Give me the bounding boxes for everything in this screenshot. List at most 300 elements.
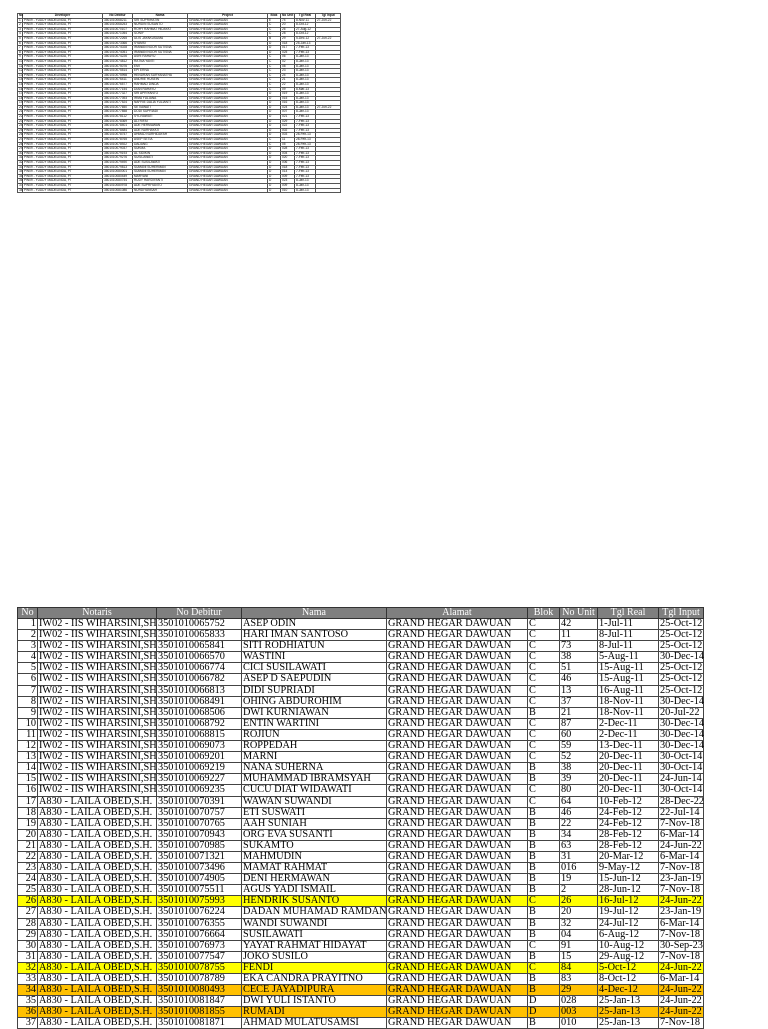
cell-alamat[interactable]: GRAND HEGAR DAWUAN [387, 685, 528, 696]
cell-blok[interactable]: B [528, 851, 560, 862]
cell-tgl-input[interactable]: 24-Jun-22 [660, 839, 702, 851]
cell-nama[interactable]: DADAN MUHAMAD RAMDAN [243, 906, 387, 918]
cell-notaris[interactable]: A830 - LAILA OBED,S.H. [38, 929, 157, 940]
cell-no[interactable]: 17 [18, 796, 38, 807]
cell-no-unit[interactable]: 60 [560, 729, 598, 740]
cell-no[interactable]: 20 [18, 829, 38, 840]
cell-notaris[interactable]: A830 - LAILA OBED,S.H. [38, 807, 157, 818]
cell-tgl-input[interactable]: 24-Jun-22 [660, 895, 702, 907]
cell-tgl-input[interactable]: 7-Nov-18 [659, 885, 704, 896]
cell-tgl-real[interactable]: 2-Dec-11 [598, 729, 659, 740]
cell-notaris[interactable]: IW02 - IIS WIHARSINI,SH [39, 728, 157, 740]
cell-notaris[interactable]: A830 - LAILA OBED,S.H. [38, 885, 157, 896]
cell-no-unit[interactable]: 29 [560, 985, 598, 996]
cell-notaris[interactable]: A830 - LAILA OBED,S.H. [38, 874, 157, 885]
table-row[interactable] [18, 962, 704, 973]
cell-tgl-real[interactable]: 8-Jul-11 [598, 641, 659, 652]
cell-no[interactable]: 28 [18, 918, 38, 929]
cell-no[interactable]: 14 [18, 763, 38, 774]
cell-alamat[interactable]: GRAND HEGAR DAWUAN [387, 763, 528, 774]
cell-no-debitur[interactable]: 3501010069073 [157, 741, 242, 752]
cell-no[interactable]: 12 [18, 741, 38, 752]
cell-notaris[interactable]: IW02 - IIS WIHARSINI,SH [39, 684, 157, 696]
cell-no-debitur[interactable]: 3501010081871 [157, 1018, 242, 1029]
cell-no[interactable]: 4 [18, 652, 38, 663]
cell-tgl-real[interactable]: 24-Feb-12 [598, 818, 659, 829]
table-row[interactable] [18, 1018, 704, 1029]
cell-tgl-real[interactable]: 28-Jun-12 [598, 885, 659, 896]
cell-tgl-real[interactable]: 28-Feb-12 [598, 829, 659, 840]
col-header-alamat[interactable]: Alamat [387, 608, 528, 619]
cell-blok[interactable]: C [528, 741, 560, 752]
col-header-no-unit[interactable]: No Unit [560, 608, 598, 619]
cell-tgl-input[interactable]: 20-Jul-22 [659, 707, 704, 718]
cell-alamat[interactable]: GRAND HEGAR DAWUAN [387, 840, 528, 851]
cell-nama[interactable]: ASEP ODIN [242, 619, 387, 630]
col-header-blok[interactable]: Blok [528, 608, 560, 619]
cell-tgl-real[interactable]: 6-Aug-12 [598, 929, 659, 940]
cell-alamat[interactable]: GRAND HEGAR DAWUAN [387, 707, 528, 718]
cell-nama[interactable]: WAWAN SUWANDI [242, 796, 387, 807]
cell-blok[interactable]: C [528, 785, 560, 796]
cell-nama[interactable]: MAHMUDIN [242, 851, 387, 862]
cell-notaris[interactable]: IW02 - IIS WIHARSINI,SH [39, 640, 157, 652]
cell-blok[interactable]: B [528, 863, 560, 874]
table-row[interactable] [18, 763, 704, 774]
cell-tgl-real[interactable]: 15-Jun-12 [598, 874, 659, 885]
cell-tgl-input[interactable]: 30-Dec-14 [660, 651, 705, 663]
cell-tgl-real[interactable]: 19-Jul-12 [598, 907, 659, 918]
cell-blok[interactable]: C [528, 630, 560, 641]
cell-nama[interactable]: SITI RODHIATUN [242, 641, 387, 652]
cell-tgl-real[interactable]: 10-Aug-12 [598, 940, 659, 951]
cell-no-unit[interactable]: 73 [560, 641, 598, 652]
cell-no-debitur[interactable]: 3501010076224 [157, 907, 242, 918]
cell-blok[interactable]: B [528, 885, 560, 896]
cell-notaris[interactable]: IW02 - IIS WIHARSINI,SH [39, 651, 157, 663]
cell-blok[interactable]: B [528, 985, 560, 996]
cell-tgl-real[interactable]: 16-Jul-12 [598, 896, 659, 907]
table-row[interactable] [18, 840, 704, 851]
cell-no[interactable]: 6 [18, 674, 38, 685]
cell-blok[interactable]: B [528, 818, 560, 829]
table-row[interactable] [18, 829, 704, 840]
cell-nama[interactable]: NANA SUHERNA [242, 763, 387, 774]
cell-no-debitur[interactable]: 3501010070391 [157, 796, 242, 807]
cell-nama[interactable]: CECE JAYADIPURA [242, 985, 387, 996]
cell-tgl-real[interactable]: 25-Jan-13 [598, 1007, 659, 1018]
cell-no-unit[interactable]: 52 [560, 752, 598, 763]
cell-blok[interactable]: B [528, 951, 560, 962]
cell-tgl-input[interactable]: 25-Oct-12 [660, 629, 703, 641]
cell-blok[interactable]: B [528, 840, 560, 851]
cell-tgl-input[interactable]: 25-Oct-12 [660, 618, 703, 629]
table-row[interactable] [18, 1007, 704, 1018]
cell-no-unit[interactable]: 51 [560, 663, 598, 674]
cell-no-unit[interactable]: 84 [560, 962, 598, 973]
cell-no[interactable]: 35 [18, 996, 38, 1007]
cell-no-unit[interactable]: 38 [560, 652, 598, 663]
cell-nama[interactable]: WANDI SUWANDI [242, 918, 387, 929]
cell-tgl-input[interactable]: 25-Oct-12 [660, 640, 703, 652]
cell-no-unit[interactable]: 22 [560, 818, 598, 829]
cell-no[interactable]: 30 [18, 940, 38, 951]
cell-blok[interactable]: B [528, 707, 560, 718]
table-row[interactable] [18, 718, 704, 729]
cell-no-unit[interactable]: 15 [560, 951, 598, 962]
cell-blok[interactable]: C [528, 796, 560, 807]
cell-alamat[interactable]: GRAND HEGAR DAWUAN [387, 696, 528, 707]
cell-tgl-input[interactable]: 24-Jun-22 [660, 995, 702, 1007]
cell-no-unit[interactable]: 31 [560, 851, 598, 862]
cell-no[interactable]: 23 [18, 863, 38, 874]
cell-nama[interactable]: HARI IMAN SANTOSO [242, 630, 387, 641]
cell-nama[interactable]: SUSILAWATI [242, 929, 387, 940]
cell-no-debitur[interactable]: 3501010074905 [157, 874, 242, 885]
cell-notaris[interactable]: A830 - LAILA OBED,S.H. [38, 974, 157, 985]
cell-blok[interactable]: C [528, 619, 560, 630]
cell-alamat[interactable]: GRAND HEGAR DAWUAN [387, 630, 528, 641]
cell-no-unit[interactable]: 13 [560, 685, 598, 696]
cell-alamat[interactable]: GRAND HEGAR DAWUAN [387, 741, 528, 752]
cell-notaris[interactable]: A830 - LAILA OBED,S.H. [38, 907, 157, 918]
cell-tgl-input[interactable]: 6-Mar-14 [659, 918, 704, 929]
cell-tgl-real[interactable]: 8-Jul-11 [598, 630, 659, 641]
cell-no-unit[interactable]: 32 [560, 918, 598, 929]
cell-notaris[interactable]: IW02 - IIS WIHARSINI,SH [39, 762, 157, 774]
cell-no-unit[interactable]: 37 [560, 696, 598, 707]
cell-no-unit[interactable]: 016 [560, 863, 598, 874]
cell-tgl-real[interactable]: 4-Dec-12 [598, 985, 659, 996]
table-row[interactable] [18, 674, 704, 685]
cell-nama[interactable]: AGUS YADI ISMAIL [242, 885, 387, 896]
cell-tgl-input[interactable]: 25-Oct-12 [660, 662, 703, 674]
cell-no-debitur[interactable]: 3501010075993 [157, 896, 242, 907]
table-row[interactable] [18, 996, 704, 1007]
cell-alamat[interactable]: GRAND HEGAR DAWUAN [387, 918, 528, 929]
cell-no-debitur[interactable]: 3501010069235 [157, 785, 242, 796]
cell-no-unit[interactable]: 39 [560, 774, 598, 785]
cell-no-debitur[interactable]: 3501010081855 [157, 1007, 242, 1018]
cell-notaris[interactable]: A830 - LAILA OBED,S.H. [38, 896, 157, 907]
cell-tgl-input[interactable]: 30-Sep-23 [660, 939, 703, 951]
cell-no-debitur[interactable]: 3501010076664 [157, 929, 242, 940]
cell-no-unit[interactable]: 63 [560, 840, 598, 851]
table-row[interactable] [18, 619, 704, 630]
cell-no-unit[interactable]: 2 [560, 885, 598, 896]
cell-notaris[interactable]: A830 - LAILA OBED,S.H. [38, 840, 157, 851]
table-row[interactable] [18, 985, 704, 996]
cell-alamat[interactable]: GRAND HEGAR DAWUAN [387, 652, 528, 663]
cell-alamat[interactable]: GRAND HEGAR DAWUAN [387, 1018, 528, 1029]
cell-no[interactable]: 27 [18, 907, 38, 918]
cell-tgl-real[interactable]: 24-Feb-12 [598, 807, 659, 818]
cell-tgl-input[interactable]: 6-Mar-14 [659, 974, 704, 985]
cell-no-debitur[interactable]: 3501010066570 [157, 652, 242, 663]
cell-notaris[interactable]: A830 - LAILA OBED,S.H. [38, 796, 157, 807]
cell-nama[interactable]: DWI YULI ISTANTO [242, 996, 387, 1007]
cell-nama[interactable]: FENDI [242, 962, 387, 973]
cell-no[interactable]: 24 [18, 874, 38, 885]
cell-no[interactable]: 32 [18, 962, 38, 973]
cell-no-debitur[interactable]: 3501010069219 [157, 763, 242, 774]
col-header-tgl-real[interactable]: Tgl Real [598, 608, 659, 619]
cell-nama[interactable]: CUCU DIAT WIDAWATI [242, 785, 387, 796]
col-header-nama[interactable]: Nama [242, 608, 387, 619]
cell-alamat[interactable]: GRAND HEGAR DAWUAN [387, 874, 528, 885]
cell-no-debitur[interactable]: 3501010073496 [157, 863, 242, 874]
cell-tgl-real[interactable]: 20-Mar-12 [598, 851, 659, 862]
cell-alamat[interactable]: GRAND HEGAR DAWUAN [387, 929, 528, 940]
cell-tgl-real[interactable]: 28-Feb-12 [598, 840, 659, 851]
cell-alamat[interactable]: GRAND HEGAR DAWUAN [387, 985, 528, 996]
cell-nama[interactable]: SUKAMTO [242, 840, 387, 851]
cell-notaris[interactable]: IW02 - IIS WIHARSINI,SH [39, 673, 157, 685]
cell-nama[interactable]: OHING ABDUROHIM [242, 696, 387, 707]
cell-no-unit[interactable]: 21 [560, 707, 598, 718]
cell-notaris[interactable]: A830 - LAILA OBED,S.H. [38, 863, 157, 874]
cell-no-debitur[interactable]: 3501010068815 [157, 729, 242, 740]
cell-no-unit[interactable]: 20 [560, 907, 598, 918]
cell-notaris[interactable]: A830 - LAILA OBED,S.H. [38, 1018, 157, 1029]
cell-no-debitur[interactable]: 3501010068792 [157, 718, 242, 729]
cell-blok[interactable]: C [528, 718, 560, 729]
cell-alamat[interactable]: GRAND HEGAR DAWUAN [387, 818, 528, 829]
cell-alamat[interactable]: GRAND HEGAR DAWUAN [387, 885, 528, 896]
cell-no-debitur[interactable]: 3501010066774 [157, 663, 242, 674]
cell-notaris[interactable]: A830 - LAILA OBED,S.H. [38, 996, 157, 1007]
cell-blok[interactable]: B [528, 874, 560, 885]
cell-alamat[interactable]: GRAND HEGAR DAWUAN [387, 718, 528, 729]
cell-no-unit[interactable]: 80 [560, 785, 598, 796]
cell-nama[interactable]: ETI SUSWATI [242, 807, 387, 818]
cell-no[interactable]: 2 [18, 630, 38, 641]
cell-nama[interactable]: RUMADI [242, 1007, 387, 1018]
cell-tgl-real[interactable]: 16-Aug-11 [598, 685, 659, 696]
cell-no-debitur[interactable]: 3501010065833 [157, 630, 242, 641]
cell-nama[interactable]: MUHAMMAD IBRAMSYAH [242, 774, 387, 785]
cell-no[interactable]: 29 [18, 929, 38, 940]
cell-alamat[interactable]: GRAND HEGAR DAWUAN [387, 774, 528, 785]
cell-no-debitur[interactable]: 3501010070757 [157, 807, 242, 818]
cell-no-debitur[interactable]: 3501010076355 [157, 918, 242, 929]
cell-tgl-real[interactable]: 15-Aug-11 [598, 663, 659, 674]
col-header-no-debitur[interactable]: No Debitur [157, 608, 242, 619]
cell-blok[interactable]: C [528, 752, 560, 763]
cell-no-unit[interactable]: 04 [560, 929, 598, 940]
cell-no-debitur[interactable]: 3501010069227 [157, 774, 242, 785]
cell-nama[interactable]: AHMAD MULATUSAMSI [242, 1018, 387, 1029]
cell-nama[interactable]: MARNI [242, 752, 387, 763]
cell-tgl-input[interactable]: 22-Jul-14 [659, 807, 704, 818]
table-row[interactable] [18, 685, 704, 696]
table-row[interactable] [18, 729, 704, 740]
cell-tgl-input[interactable]: 24-Jun-14 [660, 773, 702, 785]
cell-tgl-input[interactable]: 30-Oct-14 [660, 784, 703, 796]
cell-notaris[interactable]: A830 - LAILA OBED,S.H. [38, 851, 157, 862]
cell-no-debitur[interactable]: 3501010066782 [157, 674, 242, 685]
cell-tgl-input[interactable]: 6-Mar-14 [659, 829, 704, 840]
cell-tgl-input[interactable]: 24-Jun-22 [660, 984, 702, 996]
cell-nama[interactable]: ROPPEDAH [242, 741, 387, 752]
cell-no[interactable]: 36 [18, 1007, 38, 1018]
col-header-tgl-input[interactable]: Tgl Input [659, 608, 704, 619]
cell-blok[interactable]: C [528, 685, 560, 696]
cell-notaris[interactable]: A830 - LAILA OBED,S.H. [38, 829, 157, 840]
cell-alamat[interactable]: GRAND HEGAR DAWUAN [387, 996, 528, 1007]
cell-nama[interactable]: DIDI SUPRIADI [242, 685, 387, 696]
cell-tgl-real[interactable]: 15-Aug-11 [598, 674, 659, 685]
cell-tgl-real[interactable]: 20-Dec-11 [598, 785, 659, 796]
cell-tgl-real[interactable]: 24-Jul-12 [598, 918, 659, 929]
cell-notaris[interactable]: A830 - LAILA OBED,S.H. [38, 818, 157, 829]
cell-tgl-input[interactable]: 30-Oct-14 [660, 751, 703, 763]
cell-nama[interactable]: CICI SUSILAWATI [242, 663, 387, 674]
cell-tgl-real[interactable]: 18-Nov-11 [598, 696, 659, 707]
cell-blok[interactable]: B [528, 974, 560, 985]
cell-no-debitur[interactable]: 3501010081847 [157, 996, 242, 1007]
cell-tgl-real[interactable]: 25-Jan-13 [598, 1018, 659, 1029]
cell-no-unit[interactable]: 26 [560, 896, 598, 907]
cell-no[interactable]: 9 [18, 707, 38, 718]
cell-nama[interactable]: HENDRIK SUSANTO [242, 896, 387, 907]
cell-tgl-real[interactable]: 5-Oct-12 [598, 962, 659, 973]
table-row[interactable] [18, 663, 704, 674]
cell-notaris[interactable]: IW02 - IIS WIHARSINI,SH [39, 751, 157, 763]
table-row[interactable] [18, 707, 704, 718]
cell-no[interactable]: 16 [18, 785, 38, 796]
cell-alamat[interactable]: GRAND HEGAR DAWUAN [387, 807, 528, 818]
cell-alamat[interactable]: GRAND HEGAR DAWUAN [387, 974, 528, 985]
table-row[interactable] [18, 818, 704, 829]
table-row[interactable] [18, 929, 704, 940]
cell-notaris[interactable]: A830 - LAILA OBED,S.H. [38, 962, 157, 973]
cell-no[interactable]: 15 [18, 774, 38, 785]
cell-alamat[interactable]: GRAND HEGAR DAWUAN [387, 663, 528, 674]
cell-notaris[interactable]: IW02 - IIS WIHARSINI,SH [39, 773, 157, 785]
cell-no[interactable]: 21 [18, 840, 38, 851]
cell-notaris[interactable]: A830 - LAILA OBED,S.H. [38, 1007, 157, 1018]
cell-notaris[interactable]: IW02 - IIS WIHARSINI,SH [39, 717, 157, 729]
cell-tgl-real[interactable]: 8-Oct-12 [598, 974, 659, 985]
cell-blok[interactable]: C [528, 696, 560, 707]
cell-alamat[interactable]: GRAND HEGAR DAWUAN [387, 785, 528, 796]
cell-tgl-real[interactable]: 20-Dec-11 [598, 752, 659, 763]
cell-no[interactable]: 5 [18, 663, 38, 674]
table-row[interactable] [18, 752, 704, 763]
cell-tgl-input[interactable]: 30-Dec-14 [660, 740, 705, 752]
table-row[interactable] [18, 974, 704, 985]
cell-notaris[interactable]: IW02 - IIS WIHARSINI,SH [39, 629, 157, 641]
cell-no[interactable]: 11 [18, 729, 38, 740]
cell-tgl-real[interactable]: 5-Aug-11 [598, 652, 659, 663]
cell-notaris[interactable]: A830 - LAILA OBED,S.H. [38, 940, 157, 951]
cell-alamat[interactable]: GRAND HEGAR DAWUAN [387, 907, 528, 918]
cell-blok[interactable]: B [528, 763, 560, 774]
cell-blok[interactable]: C [528, 652, 560, 663]
cell-no[interactable]: 18 [18, 807, 38, 818]
cell-tgl-input[interactable]: 7-Nov-18 [659, 818, 704, 829]
cell-blok[interactable]: B [528, 907, 560, 918]
cell-no-unit[interactable]: 83 [560, 974, 598, 985]
table-row[interactable] [18, 851, 704, 862]
cell-no[interactable]: 19 [18, 818, 38, 829]
cell-alamat[interactable]: GRAND HEGAR DAWUAN [387, 1007, 528, 1018]
cell-no-debitur[interactable]: 3501010070943 [157, 829, 242, 840]
col-header-no[interactable]: No [18, 608, 38, 619]
cell-tgl-real[interactable]: 29-Aug-12 [598, 951, 659, 962]
cell-no-unit[interactable]: 59 [560, 741, 598, 752]
cell-tgl-input[interactable]: 25-Oct-12 [660, 673, 703, 685]
table-row[interactable] [18, 652, 704, 663]
cell-alamat[interactable]: GRAND HEGAR DAWUAN [387, 896, 528, 907]
cell-no[interactable]: 7 [18, 685, 38, 696]
cell-alamat[interactable]: GRAND HEGAR DAWUAN [387, 940, 528, 951]
cell-no[interactable]: 22 [18, 851, 38, 862]
cell-blok[interactable]: B [528, 807, 560, 818]
cell-alamat[interactable]: GRAND HEGAR DAWUAN [387, 796, 528, 807]
cell-no-debitur[interactable]: 3501010068506 [157, 707, 242, 718]
table-row[interactable] [18, 741, 704, 752]
cell-no[interactable]: 25 [18, 885, 38, 896]
cell-tgl-input[interactable]: 24-Jun-22 [660, 1006, 702, 1018]
cell-tgl-real[interactable]: 20-Dec-11 [598, 763, 659, 774]
cell-blok[interactable]: D [528, 996, 560, 1007]
cell-no-debitur[interactable]: 3501010080493 [157, 985, 242, 996]
cell-alamat[interactable]: GRAND HEGAR DAWUAN [387, 674, 528, 685]
cell-nama[interactable]: DENI HERMAWAN [242, 874, 387, 885]
cell-tgl-input[interactable]: 30-Dec-14 [660, 728, 705, 740]
cell-no-debitur[interactable]: 3501010071321 [157, 851, 242, 862]
cell-alamat[interactable]: GRAND HEGAR DAWUAN [387, 962, 528, 973]
cell-blok[interactable]: B [528, 829, 560, 840]
cell-alamat[interactable]: GRAND HEGAR DAWUAN [387, 829, 528, 840]
cell-nama[interactable]: ROJIUN [242, 729, 387, 740]
cell-no[interactable]: 31 [18, 951, 38, 962]
cell-no-unit[interactable]: 42 [560, 619, 598, 630]
cell-blok[interactable]: B [528, 929, 560, 940]
cell-no-unit[interactable]: 003 [560, 1007, 598, 1018]
cell-blok[interactable]: C [528, 962, 560, 973]
table-row[interactable] [18, 863, 704, 874]
cell-no-unit[interactable]: 11 [560, 630, 598, 641]
cell-nama[interactable]: ENTIN WARTINI [242, 718, 387, 729]
cell-no-debitur[interactable]: 3501010068491 [157, 696, 242, 707]
cell-no[interactable]: 8 [18, 696, 38, 707]
cell-no-unit[interactable]: 46 [560, 674, 598, 685]
table-row[interactable] [18, 807, 704, 818]
cell-no-unit[interactable]: 34 [560, 829, 598, 840]
table-row[interactable] [18, 874, 704, 885]
cell-nama[interactable]: DWI KURNIAWAN [242, 707, 387, 718]
cell-tgl-real[interactable]: 18-Nov-11 [598, 707, 659, 718]
table-row[interactable] [18, 796, 704, 807]
cell-notaris[interactable]: A830 - LAILA OBED,S.H. [38, 985, 157, 996]
cell-nama[interactable]: AAH SUNIAH [242, 818, 387, 829]
cell-no[interactable]: 26 [18, 896, 38, 907]
cell-tgl-input[interactable]: 28-Dec-22 [660, 795, 705, 807]
cell-blok[interactable]: B [528, 918, 560, 929]
cell-alamat[interactable]: GRAND HEGAR DAWUAN [387, 729, 528, 740]
cell-no-unit[interactable]: 46 [560, 807, 598, 818]
table-row[interactable] [18, 785, 704, 796]
cell-blok[interactable]: C [528, 940, 560, 951]
cell-alamat[interactable]: GRAND HEGAR DAWUAN [387, 863, 528, 874]
cell-nama[interactable]: ASEP D SAEPUDIN [242, 674, 387, 685]
cell-tgl-real[interactable]: 20-Dec-11 [598, 774, 659, 785]
cell-nama[interactable]: MAMAT RAHMAT [242, 863, 387, 874]
cell-tgl-real[interactable]: 2-Dec-11 [598, 718, 659, 729]
